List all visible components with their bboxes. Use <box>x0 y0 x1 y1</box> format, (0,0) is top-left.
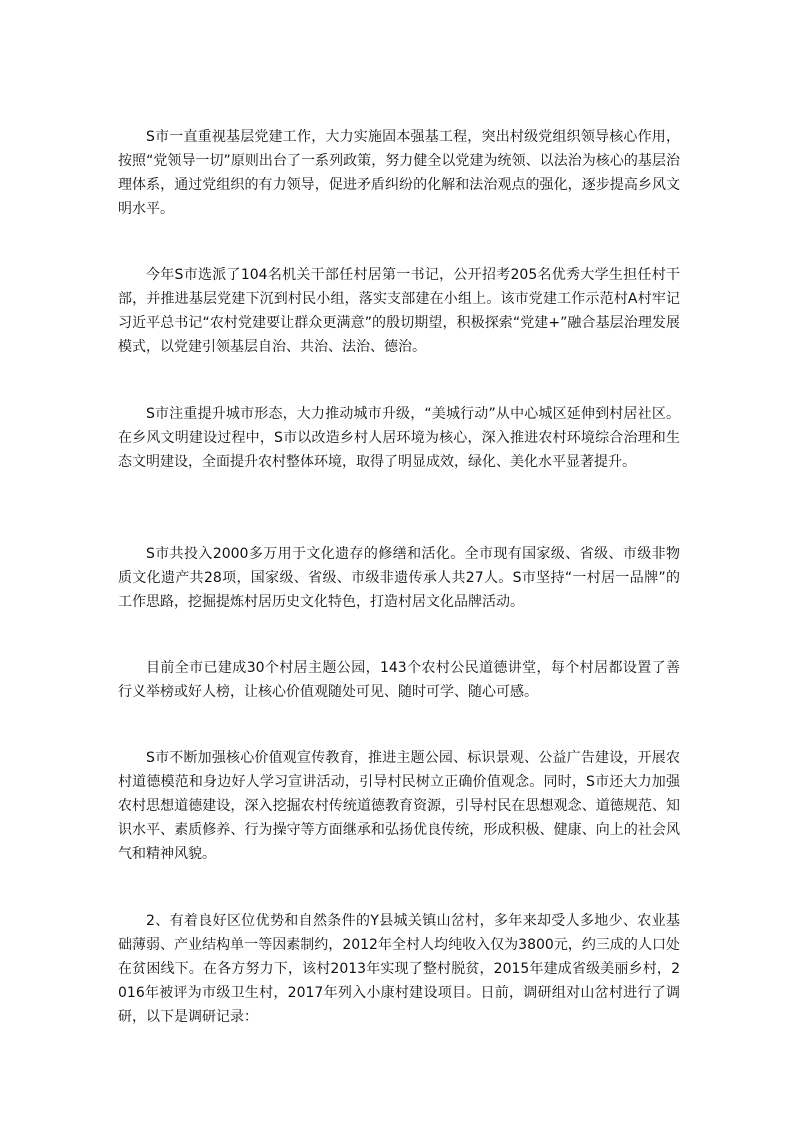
paragraph-core-values: S市不断加强核心价值观宣传教育，推进主题公园、标识景观、公益广告建设，开展农村道德模范和身边好人学习宣讲活动，引导村民树立正确价值观念。同时，S市还大力加强农村思想道德建设，深入挖掘农村传统道德教育资源，引导村民在思想观念、道德规范、知识水平、素质修养、行为操守等方面继承和弘扬优良传统，形成积极、健康、向上的社会风气和精神风貌。 <box>118 750 680 862</box>
paragraph-city-upgrade: S市注重提升城市形态，大力推动城市升级，“美城行动”从中心城区延伸到村居社区。在乡风文明建设过程中，S市以改造乡村人居环境为核心，深入推进农村环境综合治理和生态文明建设，全面提升农村整体环境，取得了明显成效，绿化、美化水平显著提升。 <box>118 406 680 470</box>
paragraph-village-secretaries: 今年S市选派了104名机关干部任村居第一书记，公开招考205名优秀大学生担任村干部，并推进基层党建下沉到村民小组，落实支部建在小组上。该市党建工作示范村A村牢记习近平总书记“农村党建要让群众更满意”的殷切期望，积极探索“党建+”融合基层治理发展模式，以党建引领基层自治、共治、法治、德治。 <box>118 267 680 355</box>
paragraph-party-building: S市一直重视基层党建工作，大力实施固本强基工程，突出村级党组织领导核心作用，按照“党领导一切”原则出台了一系列政策，努力健全以党建为统领、以法治为核心的基层治理体系，通过党组织的有力领导，促进矛盾纠纷的化解和法治观点的强化，逐步提高乡风文明水平。 <box>118 129 680 217</box>
paragraph-shancha-village: 2、有着良好区位优势和自然条件的Y县城关镇山岔村，多年来却受人多地少、农业基础薄弱、产业结构单一等因素制约，2012年全村人均纯收入仅为3800元，约三成的人口处在贫困线下。在各方努力下，该村2013年实现了整村脱贫，2015年建成省级美丽乡村，2016年被评为市级卫生村，2017年列入小康村建设项目。日前，调研组对山岔村进行了调研，以下是调研记录： <box>118 913 680 1025</box>
paragraph-theme-parks: 目前全市已建成30个村居主题公园，143个农村公民道德讲堂，每个村居都设置了善行义举榜或好人榜，让核心价值观随处可见、随时可学、随心可感。 <box>118 660 680 700</box>
paragraph-cultural-heritage: S市共投入2000多万用于文化遗存的修缮和活化。全市现有国家级、省级、市级非物质文化遗产共28项，国家级、省级、市级非遗传承人共27人。S市坚持“一村居一品牌”的工作思路，挖掘提炼村居历史文化特色，打造村居文化品牌活动。 <box>118 546 680 610</box>
